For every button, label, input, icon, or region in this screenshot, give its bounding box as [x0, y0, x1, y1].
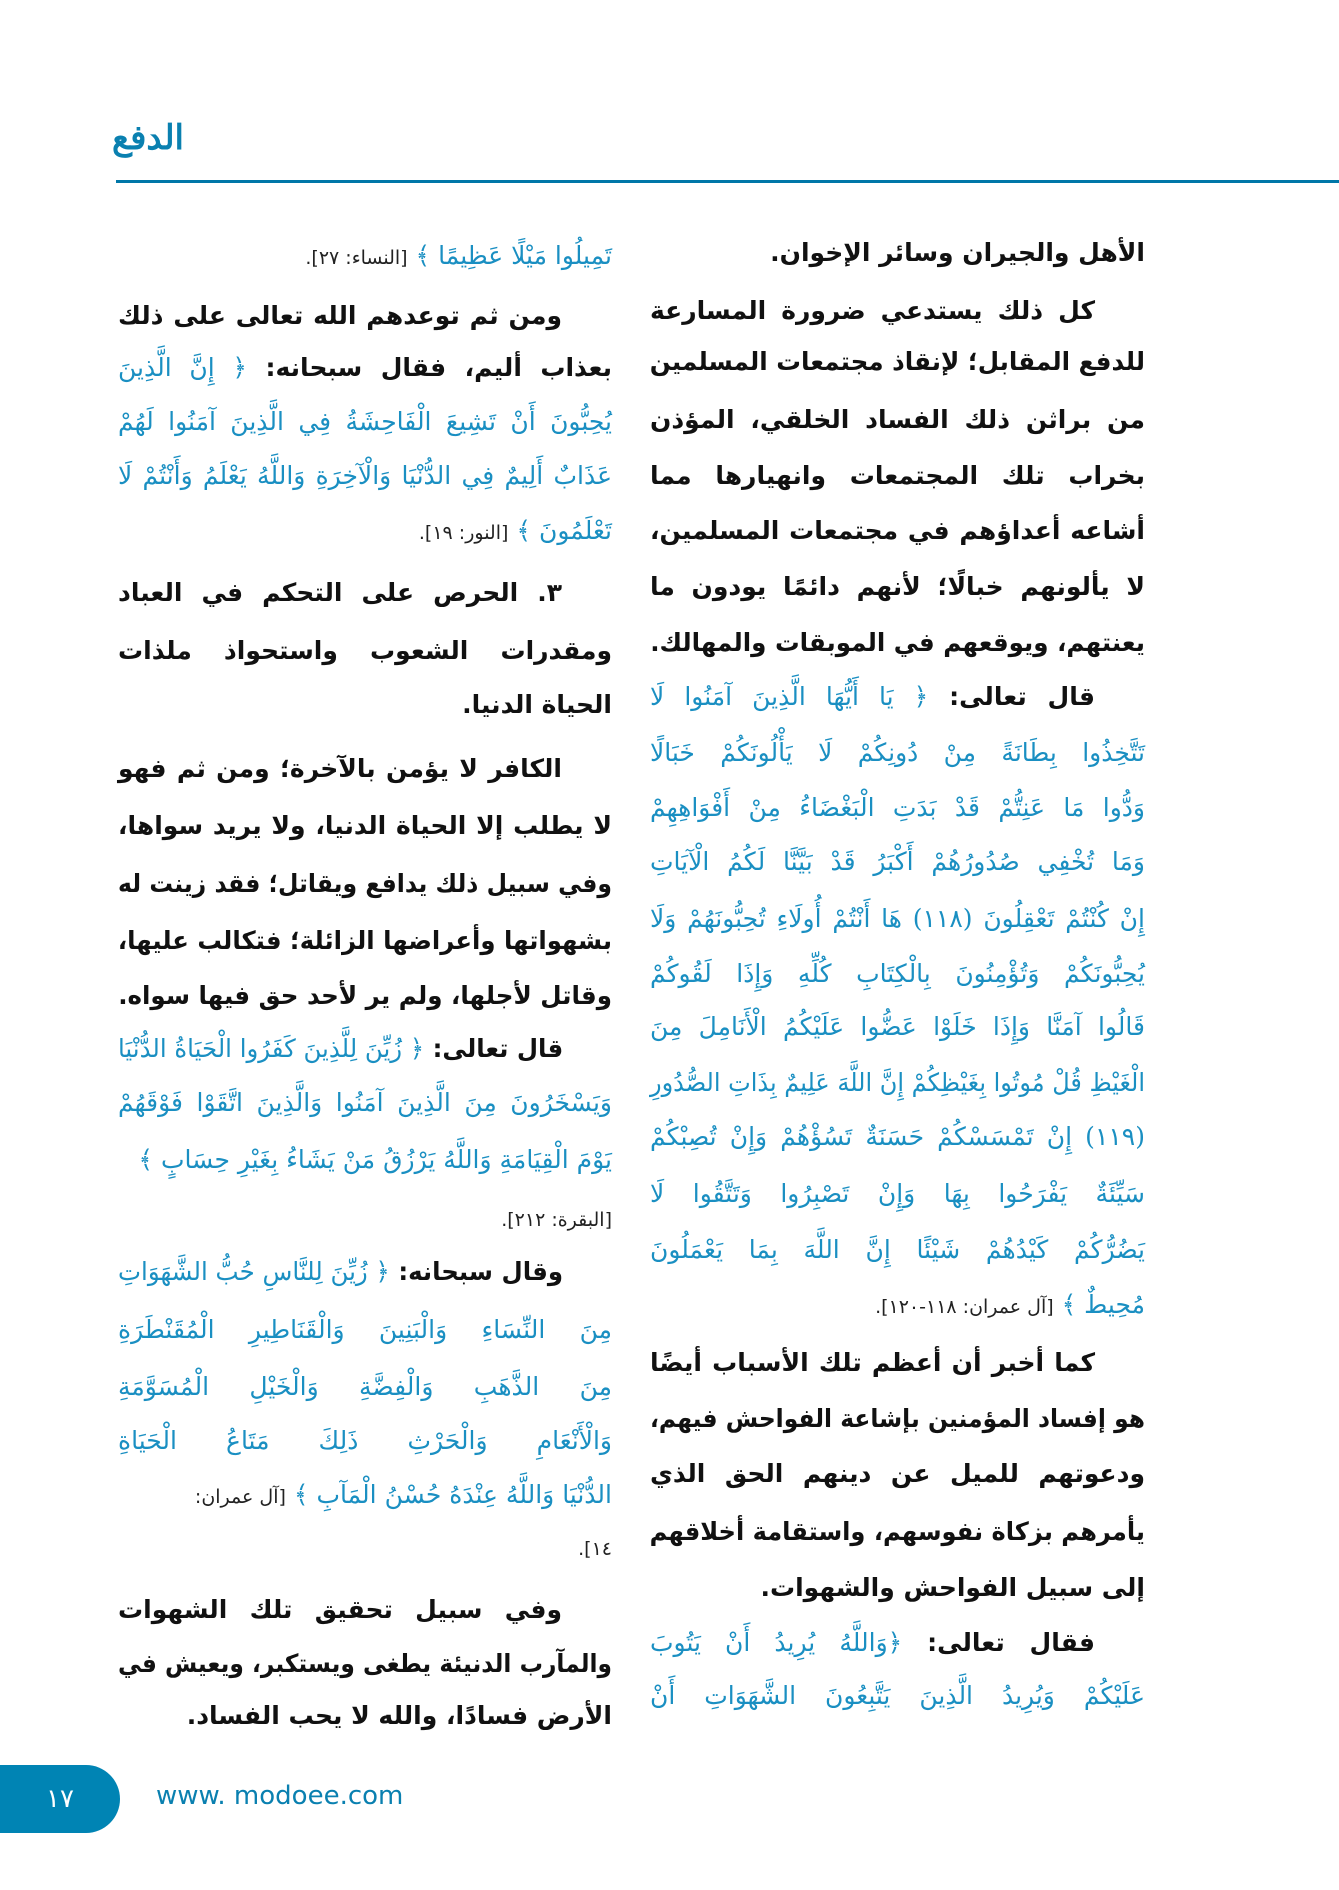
right-column-line	[650, 728, 1145, 778]
left-column-line	[118, 1585, 612, 1635]
website-link[interactable]: www. modoee.com	[156, 1781, 404, 1811]
quran-verse: سَيِّئَةٌ يَفْرَحُوا بِهَا وَإِنْ تَصْبِرُوا وَتَتَّقُوا لَا	[650, 1179, 1145, 1208]
body-text: فقال تعالى:	[902, 1628, 1095, 1657]
left-column-line	[118, 1305, 612, 1355]
left-column-line	[118, 680, 612, 730]
body-text: إلى سبيل الفواحش والشهوات.	[760, 1573, 1145, 1602]
running-header-title: الدفع	[112, 118, 185, 158]
quran-verse: ﴿ زُيِّنَ لِلنَّاسِ حُبُّ الشَّهَوَاتِ	[118, 1257, 390, 1286]
body-text: لا يطلب إلا الحياة الدنيا، ولا يريد سواها،	[118, 811, 612, 840]
page-number: ١٧	[46, 1784, 74, 1814]
left-column-line	[118, 343, 612, 393]
right-column-line	[650, 783, 1145, 833]
left-column-line	[118, 506, 612, 556]
right-column-line	[650, 286, 1145, 336]
body-text: ودعوتهم للميل عن دينهم الحق الذي	[650, 1459, 1145, 1488]
left-column-line	[118, 1691, 612, 1741]
quran-verse: تَعْلَمُونَ ﴾	[508, 516, 612, 545]
quran-verse: إِنْ كُنْتُمْ تَعْقِلُونَ (١١٨) هَا أَنْتُمْ أُولَاءِ تُحِبُّونَهُمْ وَلَا	[650, 904, 1145, 933]
body-text: وفي سبيل تحقيق تلك الشهوات	[118, 1595, 562, 1624]
right-column-line	[650, 1563, 1145, 1613]
quran-verse: مِنَ الذَّهَبِ وَالْفِضَّةِ وَالْخَيْلِ الْمُسَوَّمَةِ	[118, 1372, 612, 1401]
quran-verse: مُحِيطٌ ﴾	[1053, 1290, 1145, 1319]
body-text: الحياة الدنيا.	[462, 690, 612, 719]
left-column-line	[118, 971, 612, 1021]
body-text: الأهل والجيران وسائر الإخوان.	[770, 238, 1145, 267]
right-column-line	[650, 1002, 1145, 1052]
body-text: ٣. الحرص على التحكم في العباد	[118, 578, 562, 607]
left-column-line	[118, 1522, 612, 1572]
right-column-line	[650, 1058, 1145, 1108]
body-text: يأمرهم بزكاة نفوسهم، واستقامة أخلاقهم	[649, 1517, 1145, 1546]
left-column-line	[118, 568, 612, 618]
quran-verse: عَذَابٌ أَلِيمٌ فِي الدُّنْيَا وَالْآخِرَةِ وَاللَّهُ يَعْلَمُ وَأَنْتُمْ لَا	[118, 461, 612, 490]
right-column-line	[650, 949, 1145, 999]
right-column-line	[650, 1338, 1145, 1388]
right-column-line	[650, 395, 1145, 445]
right-column-line	[650, 1225, 1145, 1275]
left-column-line	[118, 859, 612, 909]
body-text: كما أخبر أن أعظم تلك الأسباب أيضًا	[650, 1348, 1095, 1377]
body-text: هو إفساد المؤمنين بإشاعة الفواحش فيهم،	[650, 1404, 1145, 1433]
left-column-line	[118, 1362, 612, 1412]
quran-verse: تَمِيلُوا مَيْلًا عَظِيمًا ﴾	[407, 241, 612, 270]
right-column-line	[650, 562, 1145, 612]
body-text: يعنتهم، ويوقعهم في الموبقات والمهالك.	[650, 628, 1145, 657]
quran-verse: وَالْأَنْعَامِ وَالْحَرْثِ ذَلِكَ مَتَاعُ الْحَيَاةِ	[118, 1426, 612, 1455]
left-column-line	[118, 451, 612, 501]
verse-reference: [آل عمران: ١١٨-١٢٠].	[875, 1296, 1054, 1318]
right-column-line	[650, 672, 1145, 722]
right-column-line	[650, 1112, 1145, 1162]
verse-reference: [النور: ١٩].	[418, 522, 509, 544]
body-text: قال تعالى:	[928, 682, 1095, 711]
quran-verse: وَدُّوا مَا عَنِتُّمْ قَدْ بَدَتِ الْبَغْضَاءُ مِنْ أَفْوَاهِهِمْ	[650, 793, 1145, 822]
body-text: ومن ثم توعدهم الله تعالى على ذلك	[118, 301, 562, 330]
right-column-line	[650, 1449, 1145, 1499]
quran-verse: يَوْمَ الْقِيَامَةِ وَاللَّهُ يَرْزُقُ مَنْ يَشَاءُ بِغَيْرِ حِسَابٍ ﴾	[138, 1145, 612, 1174]
quran-verse: وَيَسْخَرُونَ مِنَ الَّذِينَ آمَنُوا وَالَّذِينَ اتَّقَوْا فَوْقَهُمْ	[118, 1088, 612, 1117]
quran-verse: ﴿وَاللَّهُ يُرِيدُ أَنْ يَتُوبَ	[650, 1628, 903, 1657]
verse-reference: [النساء: ٢٧].	[305, 247, 408, 269]
body-text: بعذاب أليم، فقال سبحانه:	[247, 353, 612, 382]
quran-verse: يَضُرُّكُمْ كَيْدُهُمْ شَيْئًا إِنَّ اللَّهَ بِمَا يَعْمَلُونَ	[650, 1235, 1145, 1264]
body-text: كل ذلك يستدعي ضرورة المسارعة	[650, 296, 1095, 325]
right-column-line	[650, 894, 1145, 944]
quran-verse: ﴿ إِنَّ الَّذِينَ	[118, 353, 248, 382]
quran-verse: عَلَيْكُمْ وَيُرِيدُ الَّذِينَ يَتَّبِعُونَ الشَّهَوَاتِ أَنْ	[650, 1681, 1145, 1710]
left-column-line	[118, 1470, 612, 1520]
quran-verse: ﴿ يَا أَيُّهَا الَّذِينَ آمَنُوا لَا	[650, 682, 929, 711]
body-text: وقاتل لأجلها، ولم ير لأحد حق فيها سواه.	[118, 981, 612, 1010]
right-column-line	[650, 1280, 1145, 1330]
body-text: والمآرب الدنيئة يطغى ويستكبر، ويعيش في	[118, 1649, 612, 1678]
body-text: بشهواتها وأعراضها الزائلة؛ فتكالب عليها،	[117, 926, 612, 955]
right-column-line	[650, 618, 1145, 668]
quran-verse: وَمَا تُخْفِي صُدُورُهُمْ أَكْبَرُ قَدْ بَيَّنَّا لَكُمُ الْآيَاتِ	[650, 847, 1145, 876]
quran-verse: يُحِبُّونَكُمْ وَتُؤْمِنُونَ بِالْكِتَابِ كُلِّهِ وَإِذَا لَقُوكُمْ	[650, 959, 1145, 988]
body-text: الأرض فسادًا، والله لا يحب الفساد.	[186, 1701, 612, 1730]
left-column-line	[118, 801, 612, 851]
left-column-line	[118, 1416, 612, 1466]
header-rule	[116, 180, 1339, 183]
right-column-line	[650, 1671, 1145, 1721]
body-text: للدفع المقابل؛ لإنقاذ مجتمعات المسلمين	[649, 347, 1145, 376]
left-column-line	[118, 1639, 612, 1689]
quran-verse: قَالُوا آمَنَّا وَإِذَا خَلَوْا عَضُّوا عَلَيْكُمُ الْأَنَامِلَ مِنَ	[650, 1012, 1145, 1041]
body-text: أشاعه أعداؤهم في مجتمعات المسلمين،	[650, 516, 1145, 545]
left-column-line	[118, 916, 612, 966]
body-text: ومقدرات الشعوب واستحواذ ملذات	[118, 636, 612, 665]
right-column-line	[650, 506, 1145, 556]
verse-reference: [البقرة: ٢١٢].	[501, 1209, 612, 1231]
right-column-line	[650, 337, 1145, 387]
left-column-line	[118, 626, 612, 676]
quran-verse: مِنَ النِّسَاءِ وَالْبَنِينَ وَالْقَنَاطِيرِ الْمُقَنْطَرَةِ	[118, 1315, 612, 1344]
left-column-line	[118, 1193, 612, 1243]
right-column-line	[650, 228, 1145, 278]
quran-verse: الدُّنْيَا وَاللَّهُ عِنْدَهُ حُسْنُ الْمَآبِ ﴾	[285, 1480, 612, 1509]
body-text: وقال سبحانه:	[389, 1257, 564, 1286]
body-text: من براثن ذلك الفساد الخلقي، المؤذن	[650, 405, 1145, 434]
left-column-line	[118, 1247, 612, 1297]
left-column-line	[118, 1024, 612, 1074]
body-text: بخراب تلك المجتمعات وانهيارها مما	[650, 461, 1145, 490]
right-column-line	[650, 1507, 1145, 1557]
body-text: قال تعالى:	[424, 1034, 564, 1063]
left-column-line	[118, 744, 612, 794]
quran-verse: يُحِبُّونَ أَنْ تَشِيعَ الْفَاحِشَةُ فِي الَّذِينَ آمَنُوا لَهُمْ	[118, 407, 612, 436]
body-text: لا يألونهم خبالًا؛ لأنهم دائمًا يودون ما	[650, 572, 1145, 601]
quran-verse: (١١٩) إِنْ تَمْسَسْكُمْ حَسَنَةٌ تَسُؤْهُمْ وَإِنْ تُصِبْكُمْ	[650, 1122, 1145, 1151]
left-column-line	[118, 1078, 612, 1128]
right-column-line	[650, 1169, 1145, 1219]
right-column-line	[650, 837, 1145, 887]
quran-verse: الْغَيْظِ قُلْ مُوتُوا بِغَيْظِكُمْ إِنَّ اللَّهَ عَلِيمٌ بِذَاتِ الصُّدُورِ	[650, 1068, 1145, 1097]
body-text: وفي سبيل ذلك يدافع ويقاتل؛ فقد زينت له	[118, 869, 612, 898]
left-column-line	[118, 231, 612, 281]
quran-verse: ﴿ زُيِّنَ لِلَّذِينَ كَفَرُوا الْحَيَاةُ الدُّنْيَا	[118, 1034, 425, 1063]
verse-reference: [آل عمران:	[194, 1486, 286, 1508]
body-text: الكافر لا يؤمن بالآخرة؛ ومن ثم فهو	[118, 754, 562, 783]
left-column-line	[118, 397, 612, 447]
quran-verse: تَتَّخِذُوا بِطَانَةً مِنْ دُونِكُمْ لَا يَأْلُونَكُمْ خَبَالًا	[650, 738, 1145, 767]
right-column-line	[650, 1394, 1145, 1444]
left-column-line	[118, 291, 612, 341]
right-column-line	[650, 451, 1145, 501]
left-column-line	[118, 1135, 612, 1185]
verse-reference: ١٤].	[578, 1538, 612, 1560]
right-column-line	[650, 1618, 1145, 1668]
